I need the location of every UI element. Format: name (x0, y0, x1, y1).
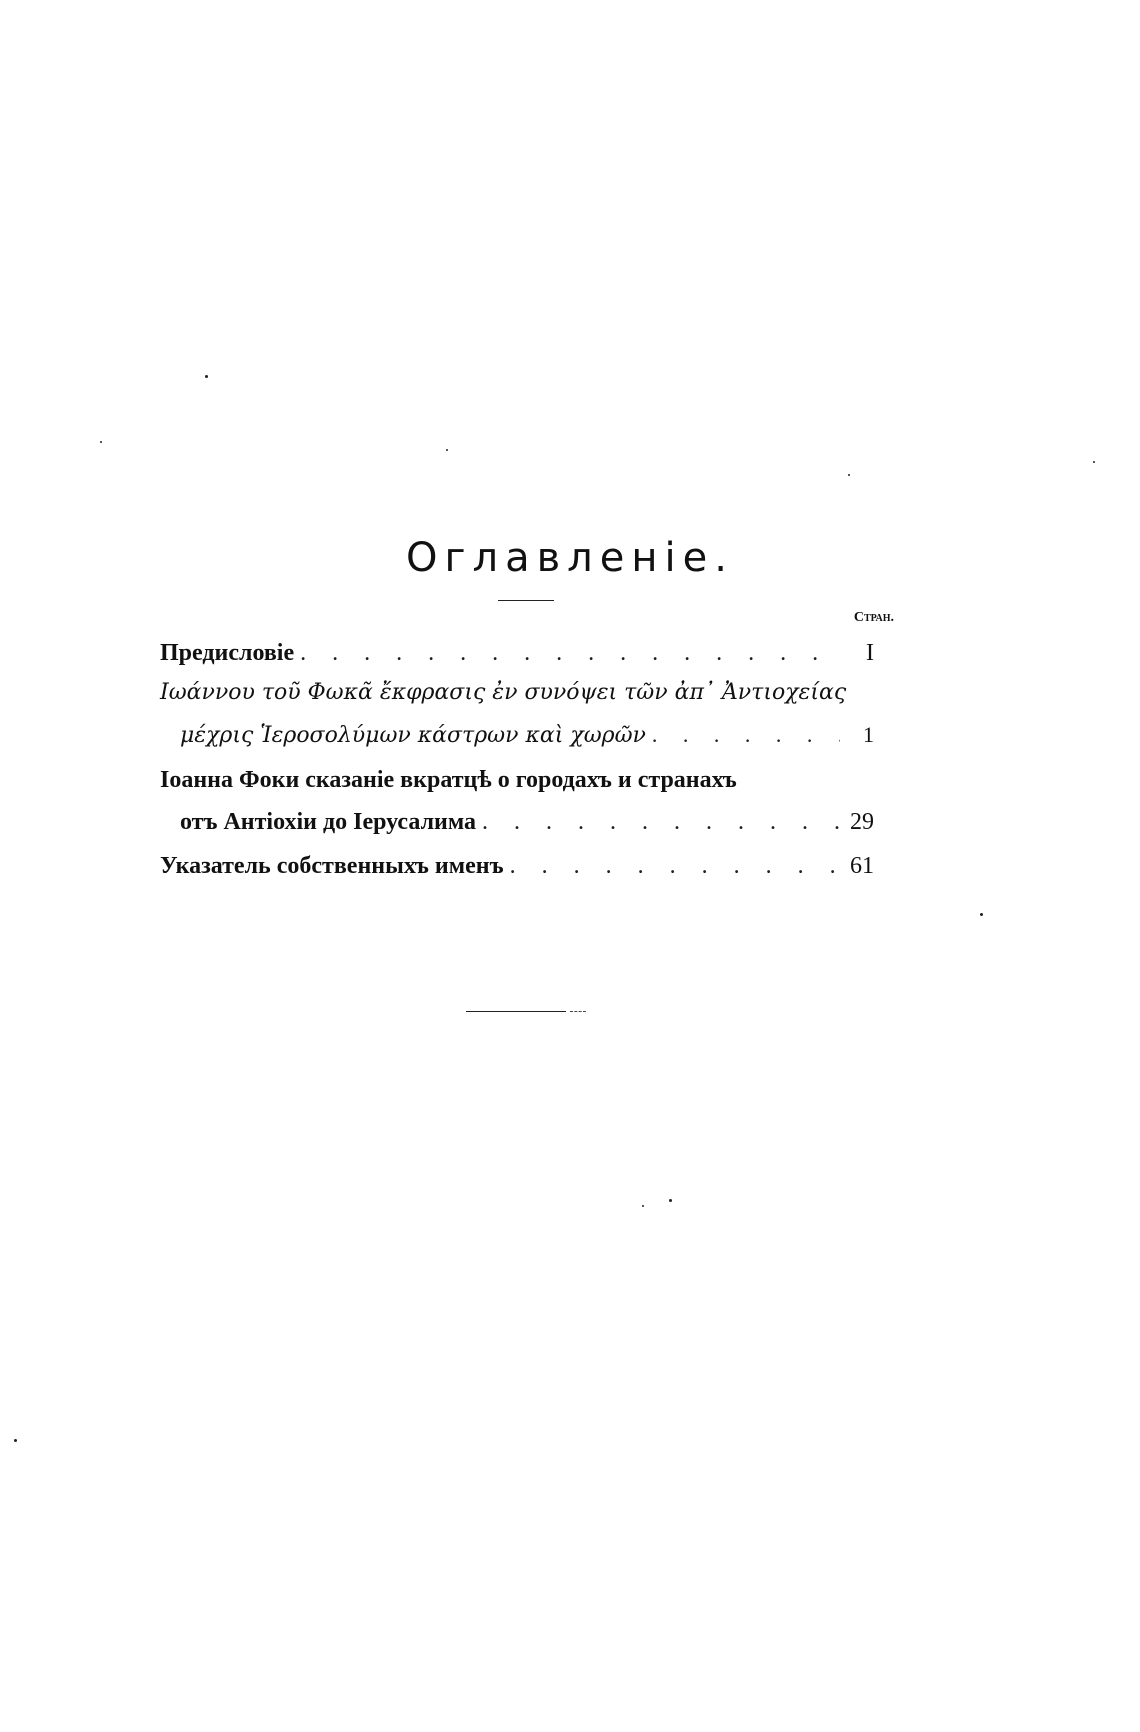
dot-leader (646, 714, 840, 756)
toc-entry-index (160, 845, 874, 887)
toc-entry-greek-text (160, 672, 874, 757)
toc-line (160, 759, 874, 801)
toc-line (160, 845, 874, 887)
dot-leader (476, 801, 840, 843)
scan-speck (669, 1199, 672, 1202)
toc-entry-title: Іоанна Фоки сказаніе вкратцѣ о городахъ и странахъ (160, 767, 737, 793)
scan-speck (100, 441, 102, 443)
toc-page-number: 61 (850, 853, 874, 879)
toc-page-number: 29 (850, 809, 874, 835)
toc-page-number: I (866, 640, 874, 666)
toc-line (160, 672, 874, 714)
toc-entry-title: Ιωάννου τοῦ Φωκᾶ ἔκφρασις ἐν συνόψει τῶν ἀπ᾽ Ἀντιοχείας (160, 680, 847, 705)
toc-entry-title: Предисловіе (160, 640, 295, 666)
closing-rule-tail (570, 1011, 586, 1012)
scan-speck (1093, 461, 1095, 463)
scan-speck (642, 1205, 644, 1207)
scan-speck (205, 375, 208, 378)
closing-rule (466, 1011, 566, 1012)
page-column-header: Стран. (853, 610, 894, 625)
page-title: Оглавленіе. (406, 534, 734, 581)
toc-page-number: 1 (863, 722, 874, 747)
toc-entry-title: Указатель собственныхъ именъ (160, 853, 504, 879)
scan-speck (14, 1439, 17, 1442)
scan-speck (446, 449, 448, 451)
toc-line (160, 714, 874, 757)
dot-leader (294, 632, 840, 674)
toc-line (160, 801, 874, 843)
dot-leader (504, 845, 840, 887)
toc-line (160, 632, 874, 674)
toc-entry-preface (160, 632, 874, 674)
title-divider (498, 600, 554, 601)
toc-entry-title-continued: μέχρις Ἱεροσολύμων κάστρων καὶ χωρῶν (180, 723, 646, 748)
toc-entry-russian-text (160, 759, 874, 843)
scan-speck (980, 913, 983, 916)
table-of-contents (160, 632, 874, 887)
toc-entry-title-continued: отъ Антіохіи до Іерусалима (180, 809, 477, 835)
scan-speck (848, 474, 850, 476)
